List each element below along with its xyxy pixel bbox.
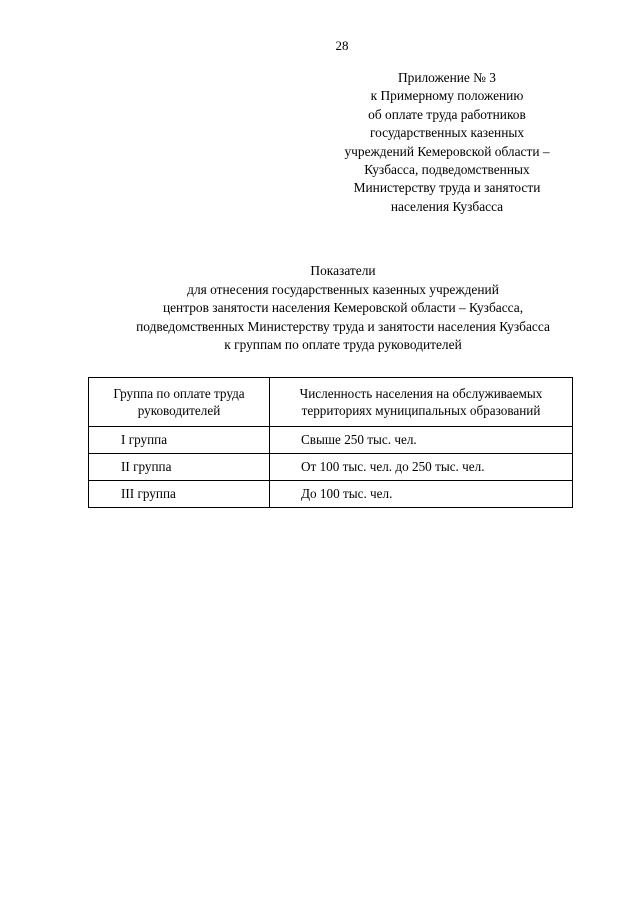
appendix-line: государственных казенных [369,125,525,141]
page-number: 28 [335,38,349,53]
document-heading [80,262,606,355]
column-header-group [89,378,270,427]
heading-line: центров занятости населения Кемеровской области – Кузбасса, [162,300,524,316]
group-cell: I группа [89,427,270,454]
group-cell: III группа [89,481,270,508]
header-line: руководителей [137,403,221,418]
population-cell: Свыше 250 тыс. чел. [270,427,573,454]
population-cell: От 100 тыс. чел. до 250 тыс. чел. [270,454,573,481]
table-row [89,481,573,508]
appendix-line: к Примерному положению [370,88,524,104]
appendix-line: населения Кузбасса [390,198,504,214]
column-header-population [270,378,573,427]
appendix-line: об оплате труда работников [368,106,526,122]
header-line: Численность населения на обслуживаемых [299,385,543,401]
appendix-header [316,69,578,216]
table-row [89,427,573,454]
heading-line: подведомственных Министерству труда и занятости населения Кузбасса [136,318,550,334]
appendix-line: Приложение № 3 [397,70,497,85]
heading-line: для отнесения государственных казенных учреждений [187,281,499,297]
heading-title: Показатели [310,263,376,278]
table-row [89,454,573,481]
heading-line: к группам по оплате труда руководителей [224,337,462,353]
appendix-line: учреждений Кемеровской области – [344,143,550,159]
group-cell: II группа [89,454,270,481]
header-line: территориях муниципальных образований [301,403,541,418]
appendix-line: Министерству труда и занятости [353,180,541,196]
table-header-row [89,378,573,427]
population-cell: До 100 тыс. чел. [270,481,573,508]
groups-table [88,377,573,508]
appendix-line: Кузбасса, подведомственных [364,162,530,178]
header-line: Группа по оплате труда [113,385,245,401]
